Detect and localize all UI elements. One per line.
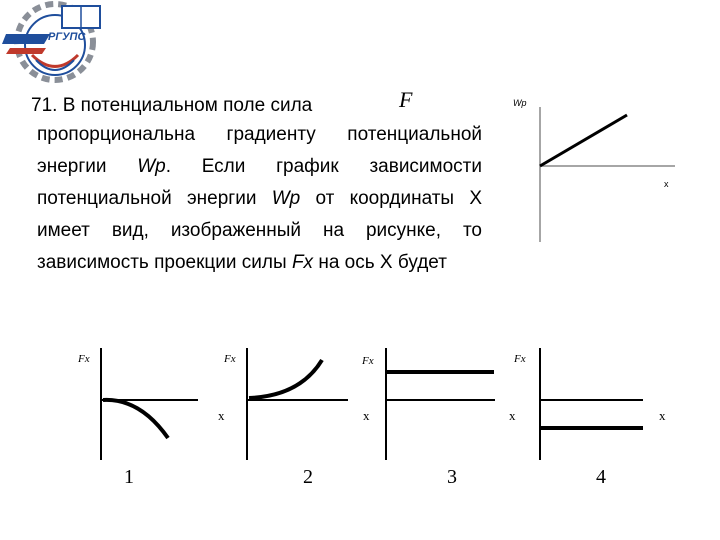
question-text-1: пропорциональна градиенту потенциальной энергии [37, 124, 482, 177]
question-body [37, 119, 482, 279]
answer-graphs [0, 340, 720, 465]
question-intro: В потенциальном поле сила [62, 95, 313, 116]
option-4-x-label: x [659, 408, 666, 423]
question-text-2: . Если график зависимости потенциальной энергии [37, 156, 482, 209]
logo-text: РГУПС [48, 31, 86, 43]
option-number-3[interactable]: 3 [447, 466, 457, 488]
option-graph-3 [361, 348, 516, 460]
option-1-y-label: Fx [78, 353, 90, 365]
option-number-1[interactable]: 1 [124, 466, 134, 488]
option-2-y-label: Fx [224, 353, 236, 365]
option-1-curve [103, 400, 168, 438]
option-1-x-label: x [218, 408, 225, 423]
option-3-y-label: Fx [362, 355, 374, 367]
option-3-x-label: x [509, 408, 516, 423]
main-wp-graph [505, 92, 685, 247]
question-first-line [31, 87, 413, 118]
question-text-4: на ось Х будет [318, 252, 447, 273]
option-4-y-label: Fx [514, 353, 526, 365]
fx-symbol: Fx [291, 252, 314, 273]
option-graph-1 [77, 348, 225, 460]
force-symbol: F [399, 87, 413, 112]
wp-symbol-2: Wp [271, 188, 301, 209]
wp-symbol-1: Wp [137, 156, 166, 177]
question-number: 71. [31, 95, 58, 116]
university-logo [0, 0, 110, 85]
option-number-2[interactable]: 2 [303, 466, 313, 488]
option-2-x-label: x [363, 408, 370, 423]
option-2-curve [249, 360, 322, 398]
option-graph-2 [223, 348, 370, 460]
wp-line [540, 115, 627, 166]
main-x-label: x [664, 179, 669, 189]
option-graph-4 [513, 348, 666, 460]
question-text-3: от координаты Х имеет вид, изображенный на рисунке, то зависимость проекции силы [37, 188, 483, 273]
option-number-4[interactable]: 4 [596, 466, 606, 488]
main-y-label: Wp [513, 98, 527, 108]
